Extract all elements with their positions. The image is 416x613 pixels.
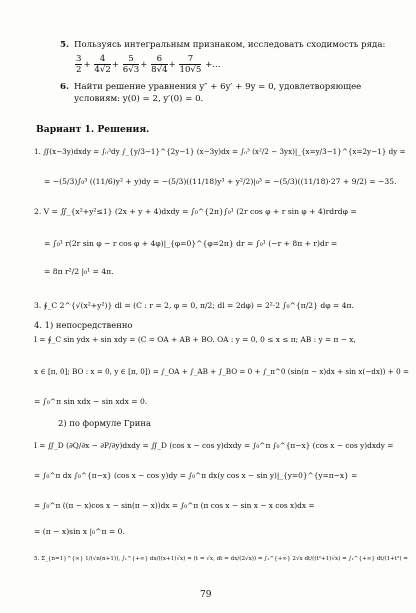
task-5-text: Пользуясь интегральным признаком, исследовать сходимость ряда: bbox=[74, 40, 386, 50]
solution-2-line-1: 2. V = ∬_{x²+y²≤1} (2x + y + 4)dxdy = ∫₀^{2π}∫₀¹ (2r cos φ + r sin φ + 4)rdrdφ = bbox=[34, 207, 357, 216]
solution-4-line-8: = ∫₀^π ((π − x)cos x − sin(π − x))dx = ∫₀^π (π cos x − sin x − x cos x)dx = bbox=[34, 501, 315, 510]
solution-3-line-1: 3. ∮_C 2^{√(x²+y²)} dl = (C : r = 2, φ = 0, π/2; dl = 2dφ) = 2²·2 ∫₀^{π/2} dφ = 4π. bbox=[34, 301, 354, 310]
solution-1-line-1: 1. ∬(x−3y)dxdy = ∫₀³dy ∫_{y/3−1}^{2y−1} (x−3y)dx = ∫₀³ (x²/2 − 3yx)|_{x=y/3−1}^{x=2y−1} dy = bbox=[34, 147, 406, 156]
task-5-number: 5. bbox=[60, 40, 69, 50]
solution-2-line-3: = 8π r²/2 |₀¹ = 4π. bbox=[44, 267, 114, 276]
variant-heading: Вариант 1. Решения. bbox=[36, 124, 150, 135]
task-6-number: 6. bbox=[60, 82, 69, 92]
solution-4-line-3: x ∈ [π, 0]; BO : x = 0, y ∈ [π, 0]) = ∫_OA + ∫_AB + ∫_BO = 0 + ∫_π^0 (sin(π − x)dx + sin x(−dx)) + 0 = bbox=[34, 367, 409, 376]
task-5-series: $\frac{3}{2}$ + $\frac{4}{4√2}$ + $\frac{5}{6√3}$ + $\frac{6}{8√4}$ + $\frac{7}{10√5}$ +... bbox=[76, 54, 221, 75]
series-term: $\frac{5}{6√3}$ bbox=[122, 54, 140, 75]
solution-4-line-1: 4. 1) непосредственно bbox=[34, 320, 133, 330]
series-term: $\frac{3}{2}$ bbox=[76, 54, 82, 75]
solution-1-line-2: = −(5/3)∫₀³ ((11/6)y² + y)dy = −(5/3)((11/18)y³ + y²/2)|₀³ = −(5/3)((11/18)·27 + 9/2) = −35. bbox=[44, 177, 397, 186]
series-term: $\frac{6}{8√4}$ bbox=[151, 54, 168, 75]
solution-4-line-5: 2) по формуле Грина bbox=[58, 418, 151, 428]
page-number: 79 bbox=[200, 590, 212, 600]
solution-4-line-6: I = ∬_D (∂Q/∂x − ∂P/∂y)dxdy = ∬_D (cos x − cos y)dxdy = ∫₀^π ∫₀^{π−x} (cos x − cos y)dxdy = bbox=[34, 441, 394, 450]
series-term: $\frac{4}{4√2}$ bbox=[94, 54, 111, 75]
solution-5-line-1: 5. Σ_{n=1}^{∞} 1/(√n(n+1)), ∫₁^{+∞} dx/((x+1)√x) = (t = √x, dt = dx/(2√x)) = ∫₁^{+∞} 2√x dt/((t²+1)√x) = ∫₁^{+∞} dt/(1+t²) = bbox=[34, 556, 408, 562]
solution-4-line-9: = (π − x)sin x |₀^π = 0. bbox=[34, 527, 125, 536]
series-term: $\frac{7}{10√5}$ bbox=[179, 54, 202, 75]
series-tail: +... bbox=[205, 60, 221, 70]
solution-4-line-2: I = ∮_C sin ydx + sin xdy = (C = OA + AB + BO. OA : y = 0, 0 ≤ x ≤ π; AB : y = π − x, bbox=[34, 335, 356, 344]
task-6-line-2: условиям: y(0) = 2, y′(0) = 0. bbox=[74, 94, 204, 104]
solution-4-line-7: = ∫₀^π dx ∫₀^{π−x} (cos x − cos y)dy = ∫₀^π dx(y cos x − sin y)|_{y=0}^{y=π−x} = bbox=[34, 471, 358, 480]
solution-2-line-2: = ∫₀¹ r(2r sin φ − r cos φ + 4φ)|_{φ=0}^{φ=2π} dr = ∫₀¹ (−r + 8π + r)dr = bbox=[44, 239, 338, 248]
solution-4-line-4: = ∫₀^π sin xdx − sin xdx = 0. bbox=[34, 397, 148, 406]
task-6-line-1: Найти решение уравнения y″ + 6y′ + 9y = 0, удовлетворяющее bbox=[74, 82, 362, 92]
